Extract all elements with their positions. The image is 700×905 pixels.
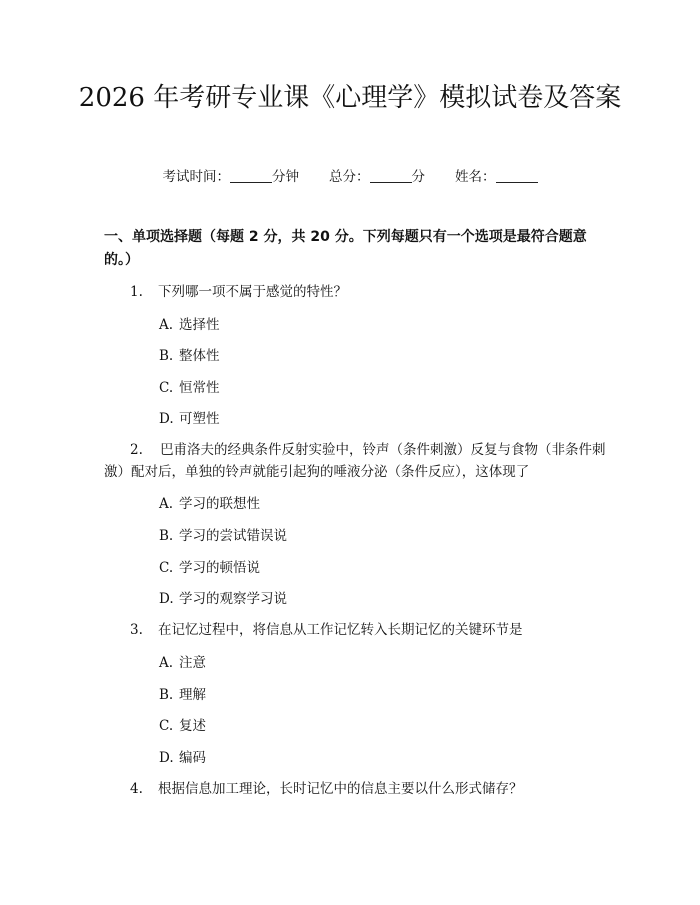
option-letter: D.: [159, 411, 174, 427]
question-text: 根据信息加工理论，长时记忆中的信息主要以什么形式储存？: [158, 781, 523, 797]
score-label: 总分：: [329, 169, 370, 185]
option-2d: [159, 589, 287, 609]
exam-meta: [0, 166, 700, 188]
option-letter: B.: [159, 528, 174, 544]
name-blank: [496, 168, 538, 183]
question-number: 2.: [130, 442, 143, 458]
question-text: 在记忆过程中，将信息从工作记忆转入长期记忆的关键环节是: [158, 622, 523, 638]
option-text: 学习的观察学习说: [179, 591, 287, 607]
option-text: 选择性: [179, 317, 220, 333]
option-letter: C.: [159, 718, 174, 734]
time-unit: 分钟: [271, 169, 299, 185]
option-letter: D.: [159, 591, 174, 607]
option-letter: C.: [159, 380, 174, 396]
option-letter: B.: [159, 687, 174, 703]
name-label: 姓名：: [455, 169, 496, 185]
option-letter: B.: [159, 348, 174, 364]
question-4: [104, 778, 614, 800]
option-text: 理解: [179, 687, 206, 703]
question-3: [104, 619, 614, 641]
option-2a: [159, 494, 260, 514]
time-blank: [230, 168, 272, 183]
option-3c: [159, 716, 206, 736]
option-text: 学习的顿悟说: [179, 560, 260, 576]
option-3a: [159, 653, 206, 673]
option-text: 整体性: [179, 348, 220, 364]
question-number: 3.: [130, 622, 143, 638]
option-letter: A.: [159, 655, 174, 671]
question-1: [104, 281, 614, 303]
option-letter: A.: [159, 496, 174, 512]
option-2c: [159, 558, 260, 578]
option-letter: A.: [159, 317, 174, 333]
option-text: 注意: [179, 655, 206, 671]
option-1a: [159, 315, 220, 335]
option-letter: D.: [159, 750, 174, 766]
question-number: 4.: [130, 781, 143, 797]
option-2b: [159, 526, 287, 546]
option-letter: C.: [159, 560, 174, 576]
option-text: 复述: [179, 718, 206, 734]
question-number: 1.: [130, 284, 143, 300]
option-1c: [159, 378, 220, 398]
option-text: 学习的尝试错误说: [179, 528, 287, 544]
score-unit: 分: [411, 169, 425, 185]
question-2: [104, 439, 614, 483]
option-3b: [159, 685, 206, 705]
option-text: 学习的联想性: [179, 496, 260, 512]
question-text: 下列哪一项不属于感觉的特性？: [158, 284, 347, 300]
option-1b: [159, 346, 220, 366]
section-heading: 一、单项选择题（每题 2 分，共 20 分。下列每题只有一个选项是最符合题意的。）: [104, 229, 587, 268]
exam-title: 2026 年考研专业课《心理学》模拟试卷及答案: [78, 83, 622, 113]
time-label: 考试时间：: [162, 169, 230, 185]
option-text: 编码: [179, 750, 206, 766]
option-3d: [159, 748, 206, 768]
score-blank: [370, 168, 412, 183]
question-text: 巴甫洛夫的经典条件反射实验中，铃声（条件刺激）反复与食物（非条件刺激）配对后，单独的铃声就能引起狗的唾液分泌（条件反应），这体现了: [104, 442, 606, 480]
option-1d: [159, 409, 220, 429]
option-text: 恒常性: [179, 380, 220, 396]
option-text: 可塑性: [179, 411, 220, 427]
